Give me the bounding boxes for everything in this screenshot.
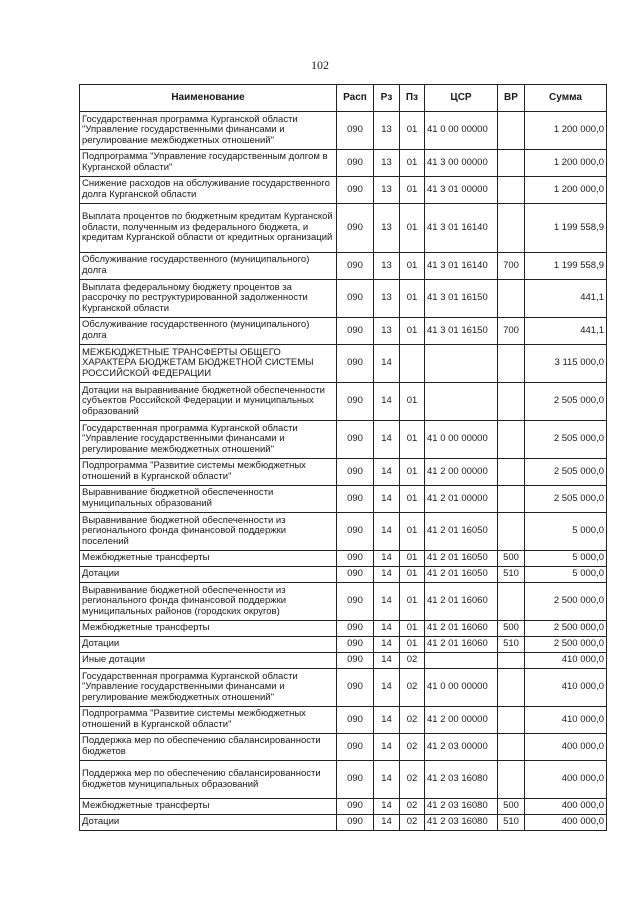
cell-name: Выравнивание бюджетной обеспеченности из регионального фонда финансовой поддержки поселений xyxy=(80,513,337,551)
cell-name: Обслуживание государственного (муниципального) долга xyxy=(80,253,337,280)
cell-name: Снижение расходов на обслуживание государственного долга Курганской области xyxy=(80,177,337,204)
cell-sum: 5 000,0 xyxy=(525,551,607,567)
cell-pz: 02 xyxy=(400,799,425,815)
cell-csr: 41 2 00 00000 xyxy=(425,459,498,486)
table-row xyxy=(80,551,607,567)
cell-vr: 510 xyxy=(498,637,525,653)
cell-sum: 400 000,0 xyxy=(525,815,607,831)
cell-csr: 41 2 01 16060 xyxy=(425,621,498,637)
cell-name: Государственная программа Курганской области "Управление государственными финансами и регулирование межбюджетных отношений" xyxy=(80,112,337,150)
cell-sum: 1 199 558,9 xyxy=(525,204,607,253)
cell-csr: 41 2 01 16050 xyxy=(425,551,498,567)
cell-name: Дотации xyxy=(80,567,337,583)
cell-rz: 14 xyxy=(374,567,400,583)
cell-pz: 01 xyxy=(400,253,425,280)
cell-sum: 410 000,0 xyxy=(525,669,607,707)
cell-sum: 400 000,0 xyxy=(525,799,607,815)
table-row xyxy=(80,280,607,318)
cell-vr xyxy=(498,204,525,253)
cell-pz: 01 xyxy=(400,637,425,653)
cell-pz: 02 xyxy=(400,707,425,734)
cell-pz: 02 xyxy=(400,734,425,761)
cell-vr: 700 xyxy=(498,318,525,345)
cell-vr: 500 xyxy=(498,799,525,815)
cell-vr xyxy=(498,112,525,150)
cell-sum: 400 000,0 xyxy=(525,761,607,799)
cell-rasp: 090 xyxy=(337,513,374,551)
cell-name: МЕЖБЮДЖЕТНЫЕ ТРАНСФЕРТЫ ОБЩЕГО ХАРАКТЕРА БЮДЖЕТАМ БЮДЖЕТНОЙ СИСТЕМЫ РОССИЙСКОЙ ФЕДЕРАЦИИ xyxy=(80,345,337,383)
cell-name: Обслуживание государственного (муниципального) долга xyxy=(80,318,337,345)
cell-vr: 510 xyxy=(498,815,525,831)
cell-name: Поддержка мер по обеспечению сбалансированности бюджетов муниципальных образований xyxy=(80,761,337,799)
cell-csr xyxy=(425,383,498,421)
cell-rasp: 090 xyxy=(337,799,374,815)
cell-csr: 41 2 01 16060 xyxy=(425,583,498,621)
table-row xyxy=(80,637,607,653)
cell-sum: 441,1 xyxy=(525,318,607,345)
cell-rz: 13 xyxy=(374,112,400,150)
cell-sum: 410 000,0 xyxy=(525,653,607,669)
cell-csr: 41 3 01 16140 xyxy=(425,253,498,280)
cell-name: Государственная программа Курганской области "Управление государственными финансами и регулирование межбюджетных отношений" xyxy=(80,669,337,707)
table-row xyxy=(80,112,607,150)
table-row xyxy=(80,150,607,177)
cell-rz: 14 xyxy=(374,815,400,831)
cell-sum: 2 505 000,0 xyxy=(525,421,607,459)
cell-rasp: 090 xyxy=(337,204,374,253)
cell-name: Выравнивание бюджетной обеспеченности муниципальных образований xyxy=(80,486,337,513)
cell-sum: 1 200 000,0 xyxy=(525,112,607,150)
cell-name: Межбюджетные трансферты xyxy=(80,799,337,815)
cell-vr xyxy=(498,653,525,669)
cell-pz xyxy=(400,345,425,383)
cell-rz: 14 xyxy=(374,637,400,653)
table-row xyxy=(80,204,607,253)
cell-csr xyxy=(425,653,498,669)
cell-vr: 500 xyxy=(498,551,525,567)
cell-csr: 41 2 03 16080 xyxy=(425,799,498,815)
cell-name: Выплата процентов по бюджетным кредитам Курганской области, полученным из федерального бюджета, и кредитам Курганской области от кредитных организаций xyxy=(80,204,337,253)
cell-rz: 13 xyxy=(374,253,400,280)
table-row xyxy=(80,815,607,831)
cell-rz: 14 xyxy=(374,583,400,621)
cell-vr xyxy=(498,177,525,204)
cell-pz: 01 xyxy=(400,177,425,204)
header-vr: ВР xyxy=(498,85,525,112)
cell-rz: 14 xyxy=(374,421,400,459)
cell-sum: 2 505 000,0 xyxy=(525,486,607,513)
cell-pz: 02 xyxy=(400,815,425,831)
cell-pz: 01 xyxy=(400,486,425,513)
table-row xyxy=(80,177,607,204)
cell-csr: 41 3 01 16140 xyxy=(425,204,498,253)
cell-rasp: 090 xyxy=(337,669,374,707)
cell-name: Выплата федеральному бюджету процентов за рассрочку по реструктурированной задолженности Курганской области xyxy=(80,280,337,318)
cell-sum: 1 200 000,0 xyxy=(525,177,607,204)
cell-csr: 41 3 01 00000 xyxy=(425,177,498,204)
cell-pz: 01 xyxy=(400,513,425,551)
table-row xyxy=(80,383,607,421)
table-row xyxy=(80,253,607,280)
cell-name: Подпрограмма "Управление государственным долгом в Курганской области" xyxy=(80,150,337,177)
cell-rz: 14 xyxy=(374,669,400,707)
table-row xyxy=(80,653,607,669)
cell-rasp: 090 xyxy=(337,567,374,583)
cell-sum: 5 000,0 xyxy=(525,567,607,583)
cell-pz: 01 xyxy=(400,421,425,459)
cell-vr xyxy=(498,583,525,621)
cell-rasp: 090 xyxy=(337,177,374,204)
cell-vr xyxy=(498,486,525,513)
table-row xyxy=(80,621,607,637)
cell-csr: 41 3 00 00000 xyxy=(425,150,498,177)
cell-pz: 01 xyxy=(400,551,425,567)
cell-csr: 41 3 01 16150 xyxy=(425,280,498,318)
cell-vr xyxy=(498,280,525,318)
cell-sum: 5 000,0 xyxy=(525,513,607,551)
table-row xyxy=(80,583,607,621)
table-row xyxy=(80,567,607,583)
table-row xyxy=(80,421,607,459)
cell-name: Межбюджетные трансферты xyxy=(80,551,337,567)
cell-vr xyxy=(498,459,525,486)
cell-sum: 2 500 000,0 xyxy=(525,583,607,621)
header-sum: Сумма xyxy=(525,85,607,112)
cell-pz: 01 xyxy=(400,112,425,150)
cell-rasp: 090 xyxy=(337,486,374,513)
cell-vr xyxy=(498,707,525,734)
cell-pz: 01 xyxy=(400,383,425,421)
cell-rasp: 090 xyxy=(337,815,374,831)
cell-rz: 14 xyxy=(374,383,400,421)
cell-csr xyxy=(425,345,498,383)
cell-sum: 1 199 558,9 xyxy=(525,253,607,280)
cell-csr: 41 2 01 00000 xyxy=(425,486,498,513)
cell-rz: 14 xyxy=(374,513,400,551)
cell-csr: 41 0 00 00000 xyxy=(425,669,498,707)
cell-pz: 01 xyxy=(400,204,425,253)
cell-rasp: 090 xyxy=(337,653,374,669)
cell-sum: 3 115 000,0 xyxy=(525,345,607,383)
cell-rasp: 090 xyxy=(337,383,374,421)
header-rasp: Расп xyxy=(337,85,374,112)
cell-sum: 2 505 000,0 xyxy=(525,383,607,421)
cell-pz: 02 xyxy=(400,669,425,707)
cell-vr: 510 xyxy=(498,567,525,583)
table-row xyxy=(80,513,607,551)
cell-csr: 41 2 01 16060 xyxy=(425,637,498,653)
cell-rasp: 090 xyxy=(337,734,374,761)
cell-rz: 13 xyxy=(374,177,400,204)
table-row xyxy=(80,345,607,383)
cell-csr: 41 2 03 00000 xyxy=(425,734,498,761)
cell-rz: 14 xyxy=(374,653,400,669)
cell-name: Иные дотации xyxy=(80,653,337,669)
cell-pz: 01 xyxy=(400,280,425,318)
cell-vr xyxy=(498,421,525,459)
cell-pz: 01 xyxy=(400,150,425,177)
budget-table xyxy=(79,84,607,831)
table-row xyxy=(80,707,607,734)
table-row xyxy=(80,318,607,345)
cell-name: Государственная программа Курганской области "Управление государственными финансами и регулирование межбюджетных отношений" xyxy=(80,421,337,459)
page-number: 102 xyxy=(311,58,329,72)
cell-sum: 441,1 xyxy=(525,280,607,318)
cell-csr: 41 2 03 16080 xyxy=(425,761,498,799)
header-pz: Пз xyxy=(400,85,425,112)
cell-rasp: 090 xyxy=(337,112,374,150)
cell-csr: 41 3 01 16150 xyxy=(425,318,498,345)
cell-rz: 14 xyxy=(374,345,400,383)
cell-csr: 41 2 00 00000 xyxy=(425,707,498,734)
header-csr: ЦСР xyxy=(425,85,498,112)
cell-sum: 2 500 000,0 xyxy=(525,621,607,637)
cell-rz: 13 xyxy=(374,204,400,253)
cell-vr xyxy=(498,150,525,177)
cell-rz: 13 xyxy=(374,318,400,345)
table-row xyxy=(80,459,607,486)
cell-rz: 14 xyxy=(374,486,400,513)
table-row xyxy=(80,761,607,799)
cell-rasp: 090 xyxy=(337,150,374,177)
table-header-row xyxy=(80,85,607,112)
cell-rasp: 090 xyxy=(337,318,374,345)
cell-pz: 02 xyxy=(400,761,425,799)
cell-csr: 41 0 00 00000 xyxy=(425,421,498,459)
cell-name: Дотации на выравнивание бюджетной обеспеченности субъектов Российской Федерации и муниципальных образований xyxy=(80,383,337,421)
cell-rz: 13 xyxy=(374,150,400,177)
cell-rasp: 090 xyxy=(337,421,374,459)
cell-name: Подпрограмма "Развитие системы межбюджетных отношений в Курганской области" xyxy=(80,459,337,486)
cell-name: Поддержка мер по обеспечению сбалансированности бюджетов xyxy=(80,734,337,761)
cell-vr xyxy=(498,383,525,421)
cell-sum: 1 200 000,0 xyxy=(525,150,607,177)
cell-vr: 500 xyxy=(498,621,525,637)
cell-rz: 14 xyxy=(374,621,400,637)
cell-csr: 41 2 01 16050 xyxy=(425,513,498,551)
cell-rz: 14 xyxy=(374,761,400,799)
cell-csr: 41 2 03 16080 xyxy=(425,815,498,831)
cell-vr xyxy=(498,734,525,761)
cell-sum: 400 000,0 xyxy=(525,734,607,761)
cell-pz: 01 xyxy=(400,621,425,637)
cell-rz: 14 xyxy=(374,799,400,815)
header-name: Наименование xyxy=(80,85,337,112)
cell-vr: 700 xyxy=(498,253,525,280)
table-row xyxy=(80,669,607,707)
cell-rz: 13 xyxy=(374,280,400,318)
table-body xyxy=(80,112,607,831)
cell-rz: 14 xyxy=(374,707,400,734)
cell-rasp: 090 xyxy=(337,459,374,486)
cell-rz: 14 xyxy=(374,734,400,761)
cell-name: Подпрограмма "Развитие системы межбюджетных отношений в Курганской области" xyxy=(80,707,337,734)
cell-pz: 01 xyxy=(400,318,425,345)
cell-rz: 14 xyxy=(374,459,400,486)
cell-pz: 01 xyxy=(400,567,425,583)
cell-rasp: 090 xyxy=(337,583,374,621)
cell-sum: 410 000,0 xyxy=(525,707,607,734)
cell-name: Дотации xyxy=(80,637,337,653)
table-row xyxy=(80,799,607,815)
table-row xyxy=(80,734,607,761)
cell-rasp: 090 xyxy=(337,621,374,637)
cell-rasp: 090 xyxy=(337,761,374,799)
cell-vr xyxy=(498,761,525,799)
cell-csr: 41 0 00 00000 xyxy=(425,112,498,150)
cell-rasp: 090 xyxy=(337,551,374,567)
cell-rasp: 090 xyxy=(337,280,374,318)
cell-pz: 01 xyxy=(400,583,425,621)
cell-name: Дотации xyxy=(80,815,337,831)
cell-vr xyxy=(498,345,525,383)
cell-pz: 01 xyxy=(400,459,425,486)
cell-vr xyxy=(498,513,525,551)
cell-vr xyxy=(498,669,525,707)
cell-name: Межбюджетные трансферты xyxy=(80,621,337,637)
cell-name: Выравнивание бюджетной обеспеченности из регионального фонда финансовой поддержки муниципальных районов (городских округов) xyxy=(80,583,337,621)
cell-rz: 14 xyxy=(374,551,400,567)
cell-csr: 41 2 01 16050 xyxy=(425,567,498,583)
cell-rasp: 090 xyxy=(337,707,374,734)
cell-sum: 2 500 000,0 xyxy=(525,637,607,653)
cell-rasp: 090 xyxy=(337,345,374,383)
cell-pz: 02 xyxy=(400,653,425,669)
table-row xyxy=(80,486,607,513)
cell-rasp: 090 xyxy=(337,253,374,280)
cell-sum: 2 505 000,0 xyxy=(525,459,607,486)
cell-rasp: 090 xyxy=(337,637,374,653)
header-rz: Рз xyxy=(374,85,400,112)
